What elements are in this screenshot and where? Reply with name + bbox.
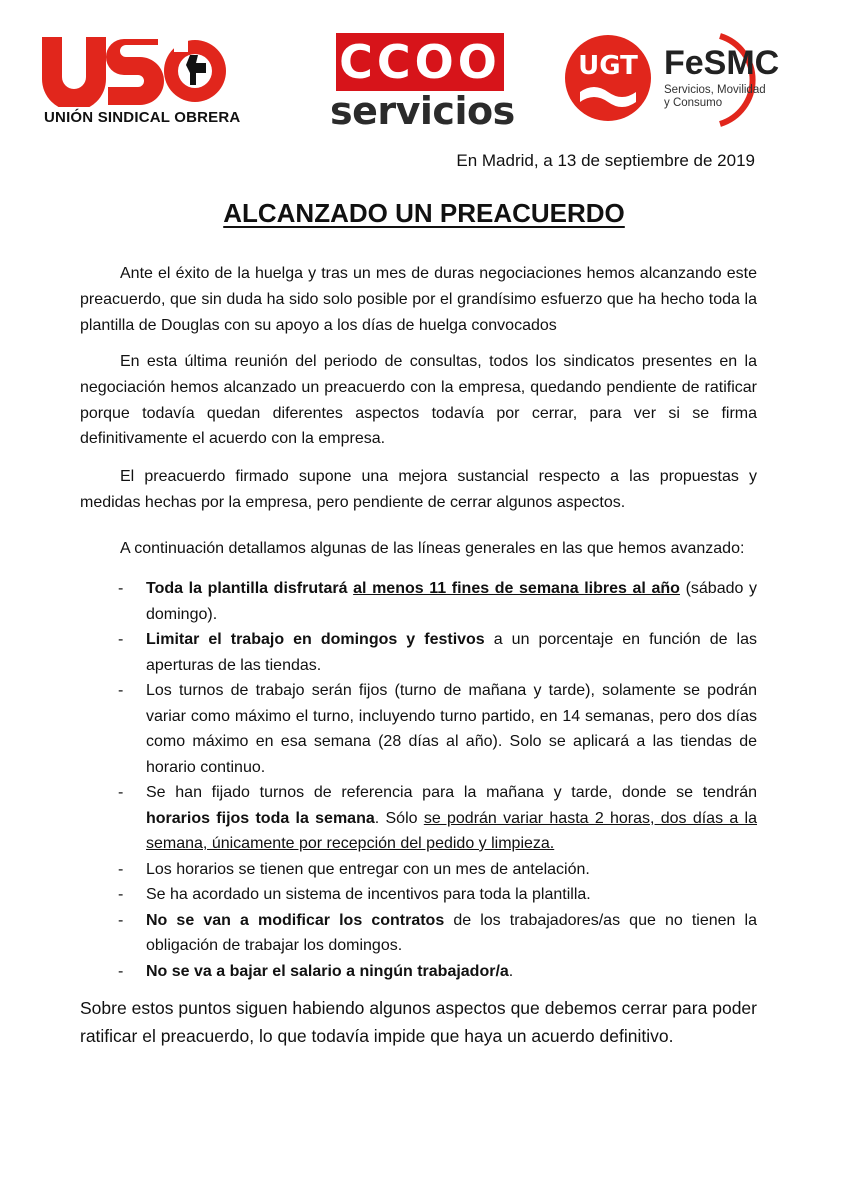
paragraph-improvement: El preacuerdo firmado supone una mejora sustancial respecto a las propuestas y medidas hechas por la empresa, pero pendiente de cerrar algunos aspectos. [80, 468, 757, 511]
fesmc-name: FeSMC [664, 44, 780, 82]
ccoo-logo [330, 33, 515, 133]
ccoo-wordmark [336, 33, 504, 91]
ugt-fesmc-logo [560, 30, 810, 130]
list-item: - No se van a modificar los contratos de los trabajadores/as que no tienen la obligación de trabajar los domingos. [118, 911, 758, 954]
fesmc-line-2: y Consumo [664, 97, 723, 109]
list-item: - Se han fijado turnos de referencia para la mañana y tarde, donde se tendrán horarios fijos toda la semana. Sólo se podrán variar hasta 2 horas, dos días a la semana, únicamente por recepción del pedido y limpieza. [118, 784, 758, 852]
ccoo-word: CCOO [339, 35, 501, 89]
uso-logo [40, 35, 241, 127]
closing-paragraph: Sobre estos puntos siguen habiendo algunos aspectos que debemos cerrar para poder ratificar el preacuerdo, lo que todavía impide que haya un acuerdo definitivo. [80, 998, 757, 1046]
list-item: - Los horarios se tienen que entregar con un mes de antelación. [118, 860, 590, 878]
ccoo-subtitle: servicios [330, 89, 515, 133]
fesmc-line-1: Servicios, Movilidad [664, 84, 766, 96]
uso-subtitle: UNIÓN SINDICAL OBRERA [44, 109, 241, 126]
list-item: - Limitar el trabajo en domingos y festivos a un porcentaje en función de las aperturas de las tiendas. [118, 631, 758, 674]
list-item: - Se ha acordado un sistema de incentivos para toda la plantilla. [118, 886, 591, 903]
list-item: - No se va a bajar el salario a ningún trabajador/a. [118, 962, 514, 980]
paragraph-list-intro: A continuación detallamos algunas de las líneas generales en las que hemos avanzado: [120, 540, 745, 557]
svg-text:UGT: UGT [578, 51, 638, 81]
paragraph-intro: Ante el éxito de la huelga y tras un mes de duras negociaciones hemos alcanzando este preacuerdo, que sin duda ha sido solo posible por el grandísimo esfuerzo que ha hecho toda la plantilla de Douglas con su apoyo a los días de huelga convocados [80, 265, 757, 334]
header-logos [0, 0, 848, 140]
list-item: - Toda la plantilla disfrutará al menos 11 fines de semana libres al año (sábado y domingo). [118, 580, 758, 623]
page-title [0, 198, 848, 229]
fesmc-description [664, 84, 766, 110]
uso-wordmark-icon [40, 35, 230, 107]
title-text: ALCANZADO UN PREACUERDO [223, 198, 625, 228]
paragraph-meeting: En esta última reunión del periodo de consultas, todos los sindicatos presentes en la negociación hemos alcanzado un preacuerdo con la empresa, quedando pendiente de ratificar porque todavía quedan diferentes aspectos todavía por cerrar, para ver si se firma definitivamente el acuerdo con la empresa. [80, 353, 757, 448]
date-line: En Madrid, a 13 de septiembre de 2019 [456, 151, 755, 170]
list-item: - Los turnos de trabajo serán fijos (turno de mañana y tarde), solamente se podrán variar como máximo el turno, incluyendo turno partido, en 14 semanas, pero dos días como máximo en esa semana (28 días al año). Solo se aplicará a las tiendas de horario continuo. [118, 682, 757, 776]
agreement-points-list [80, 576, 757, 984]
